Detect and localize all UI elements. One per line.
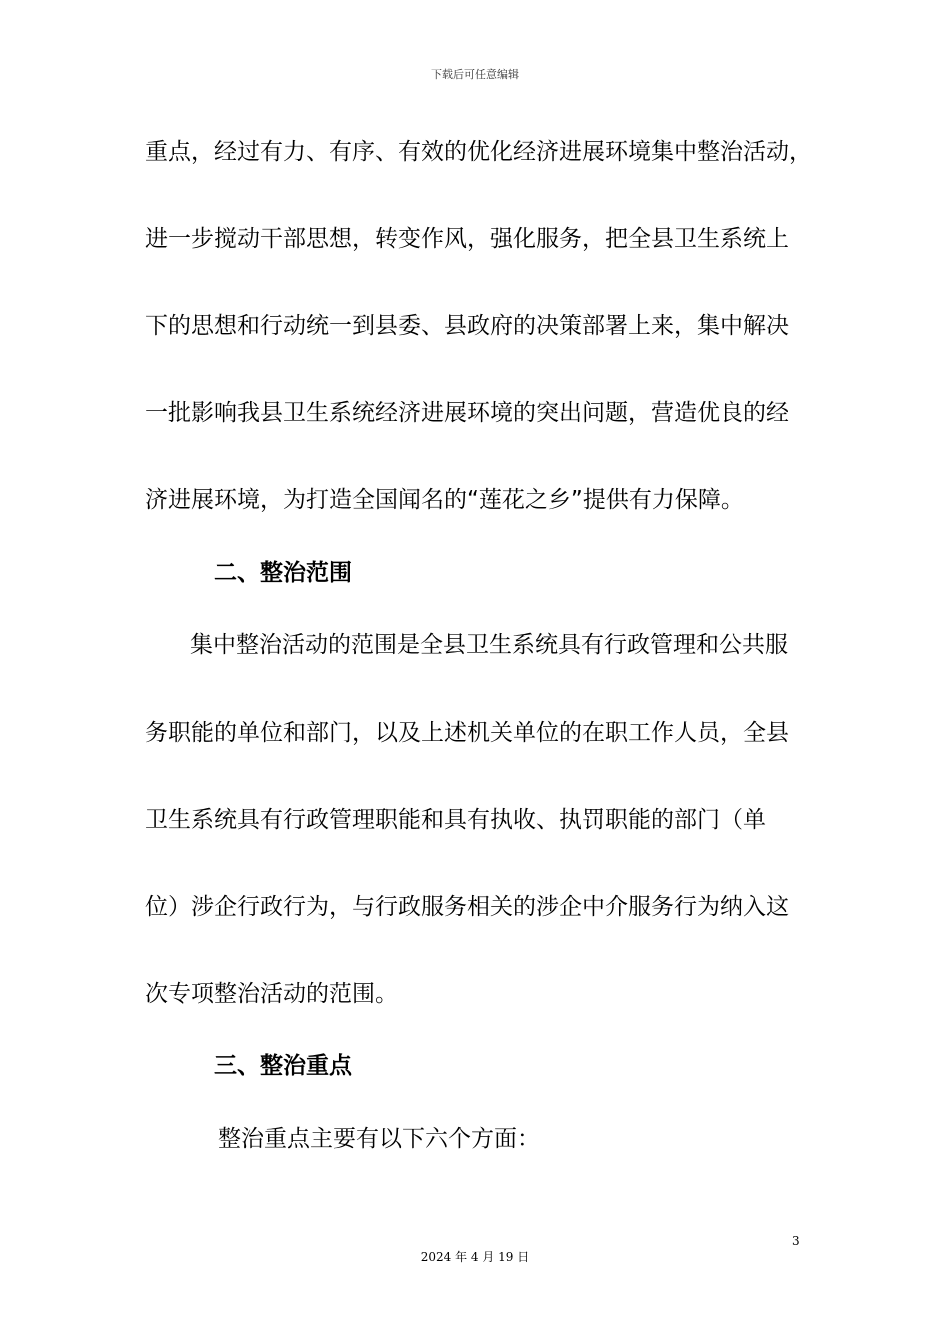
paragraph-line: 卫生系统具有行政管理职能和具有执收、执罚职能的部门（单 xyxy=(145,807,766,833)
paragraph-line: 集中整治活动的范围是全县卫生系统具有行政管理和公共服 xyxy=(190,632,788,658)
footer-date: 2024 年 4 月 19 日 xyxy=(420,1250,530,1264)
paragraph-line: 务职能的单位和部门，以及上述机关单位的在职工作人员，全县 xyxy=(145,720,789,746)
paragraph-line: 下的思想和行动统一到县委、县政府的决策部署上来，集中解决 xyxy=(145,313,789,339)
page-header: 下载后可任意编辑 xyxy=(431,68,519,81)
section-heading-scope: 二、整治范围 xyxy=(214,560,352,586)
paragraph-line: 一批影响我县卫生系统经济进展环境的突出问题，营造优良的经 xyxy=(145,400,789,426)
paragraph-line: 位）涉企行政行为，与行政服务相关的涉企中介服务行为纳入这 xyxy=(145,894,789,920)
section-heading-focus: 三、整治重点 xyxy=(214,1053,352,1079)
paragraph-line: 重点，经过有力、有序、有效的优化经济进展环境集中整治活动， xyxy=(145,139,812,165)
paragraph-line: 整治重点主要有以下六个方面： xyxy=(218,1126,540,1152)
page-number: 3 xyxy=(792,1234,800,1248)
paragraph-line: 进一步搅动干部思想，转变作风，强化服务，把全县卫生系统上 xyxy=(145,226,789,252)
paragraph-line: 济进展环境，为打造全国闻名的“莲花之乡”提供有力保障。 xyxy=(145,487,744,513)
paragraph-line: 次专项整治活动的范围。 xyxy=(145,981,398,1007)
